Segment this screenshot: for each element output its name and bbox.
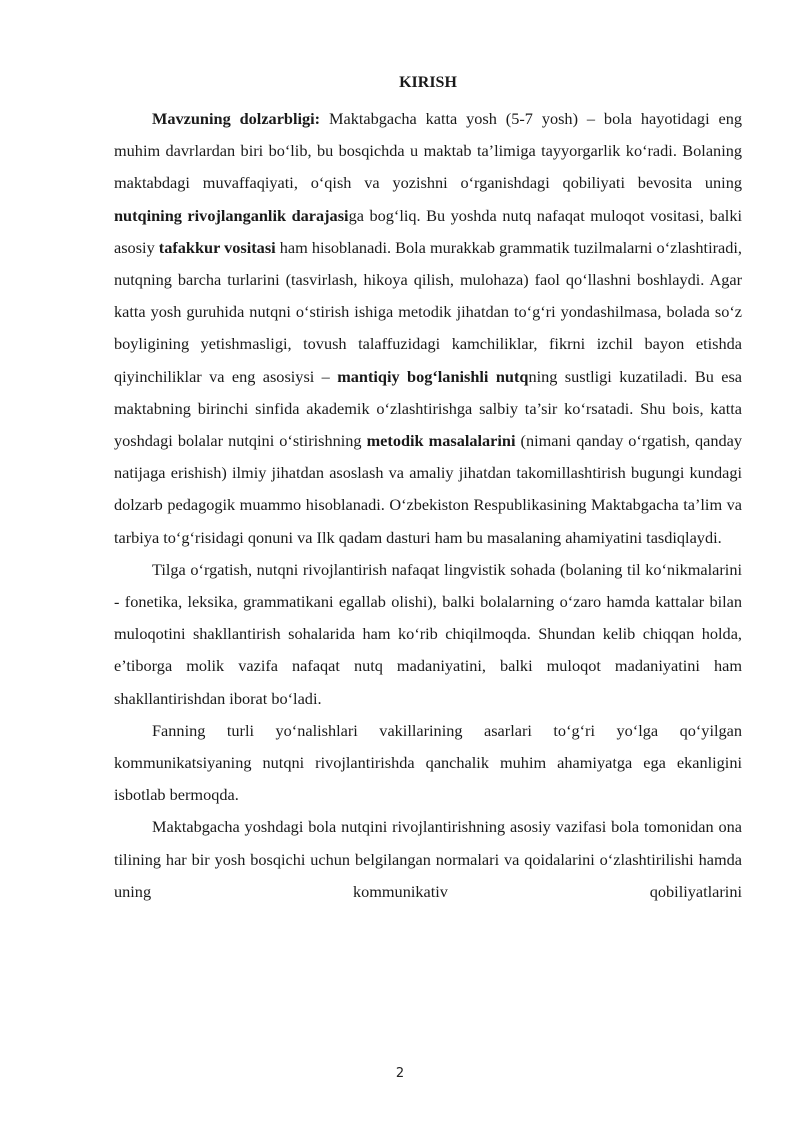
section-heading: KIRISH [399, 74, 457, 91]
text-run: Maktabgacha katta yosh (5-7 yosh) – bola hayotidagi eng muhim davrlardan biri bo‘lib, bu bosqichda u maktab ta’limiga tayyorgarlik ko‘radi. Bolaning maktabdagi muvaffaqiyati, o‘qish va yozishni o‘rganishdagi qobiliyati bevosita uning [114, 109, 742, 193]
page-number: 2 [395, 1066, 405, 1081]
document-page [114, 73, 742, 908]
text-run: Maktabgacha yoshdagi bola nutqini rivojlantirishning asosiy vazifasi bola tomonidan ona tilining har bir yosh bosqichi uchun belgilangan normalari va qoidalarini o‘zlashtirilishi hamda uning kommunikativ qobiliyatlarini [114, 817, 742, 901]
text-run: Fanning turli yo‘nalishlari vakillarining asarlari to‘g‘ri yo‘lga qo‘yilgan kommunikatsiyaning nutqni rivojlantirishda qanchalik muhim ahamiyatga ega ekanligini isbotlab bermoqda. [114, 720, 742, 805]
text-run: (nimani qanday o‘rgatish, qanday natijaga erishish) ilmiy jihatdan asoslash va amaliy jihatdan takomillashtirish bugungi kundagi dolzarb pedagogik muammo hisoblanadi. O‘zbekiston Respublikasining Maktabgacha ta’lim va tarbiya to‘g‘risidagi qonuni va Ilk qadam dasturi ham bu masalaning ahamiyatini tasdiqlaydi. [114, 431, 742, 547]
bold-run: tafakkur vositasi [158, 237, 276, 257]
bold-run: nutqining rivojlanganlik darajasi [114, 205, 349, 225]
paragraph-relevance [114, 103, 742, 554]
paragraph-main-task [114, 811, 742, 908]
text-run: ning sustligi kuzatiladi. Bu esa maktabning birinchi sinfida akademik o‘zlashtirishga salbiy ta’sir ko‘rsatadi. Shu bois, katta yoshdagi bolalar nutqini o‘stirishning [114, 366, 743, 451]
paragraph-communication [114, 715, 742, 812]
text-run: Tilga o‘rgatish, nutqni rivojlantirish nafaqat lingvistik sohada (bolaning til ko‘nikmalarini - fonetika, leksika, grammatikani egallab olishi), balki bolalarning o‘zaro hamda kattalar bilan muloqotini shakllantirish sohalarida ham ko‘rib chiqilmoqda. Shundan kelib chiqqan holda, e’tiborga molik vazifa nafaqat nutq madaniyatini, balki muloqot madaniyatini ham shakllantirishdan iborat bo‘ladi. [114, 559, 742, 708]
text-run: ga bog‘liq. Bu yoshda nutq nafaqat muloqot vositasi, balki asosiy [114, 205, 742, 257]
bold-run: mantiqiy bog‘lanishli nutq [337, 366, 529, 386]
text-run: ham hisoblanadi. Bola murakkab grammatik tuzilmalarni o‘zlashtiradi, nutqning barcha turlarini (tasvirlash, hikoya qilish, mulohaza) faol qo‘llashni boshlaydi. Agar katta yosh guruhida nutqni o‘stirish ishiga metodik jihatdan to‘g‘ri yondashilmasa, bolada so‘z boyligining yetishmasligi, tovush talaffuzidagi kamchiliklar, fikrni izchil bayon etishda qiyinchiliklar va eng asosiysi – [114, 237, 742, 386]
bold-run: metodik masalalarini [366, 431, 516, 451]
paragraph-language-teaching [114, 554, 742, 715]
bold-run: Mavzuning dolzarbligi: [152, 109, 321, 128]
